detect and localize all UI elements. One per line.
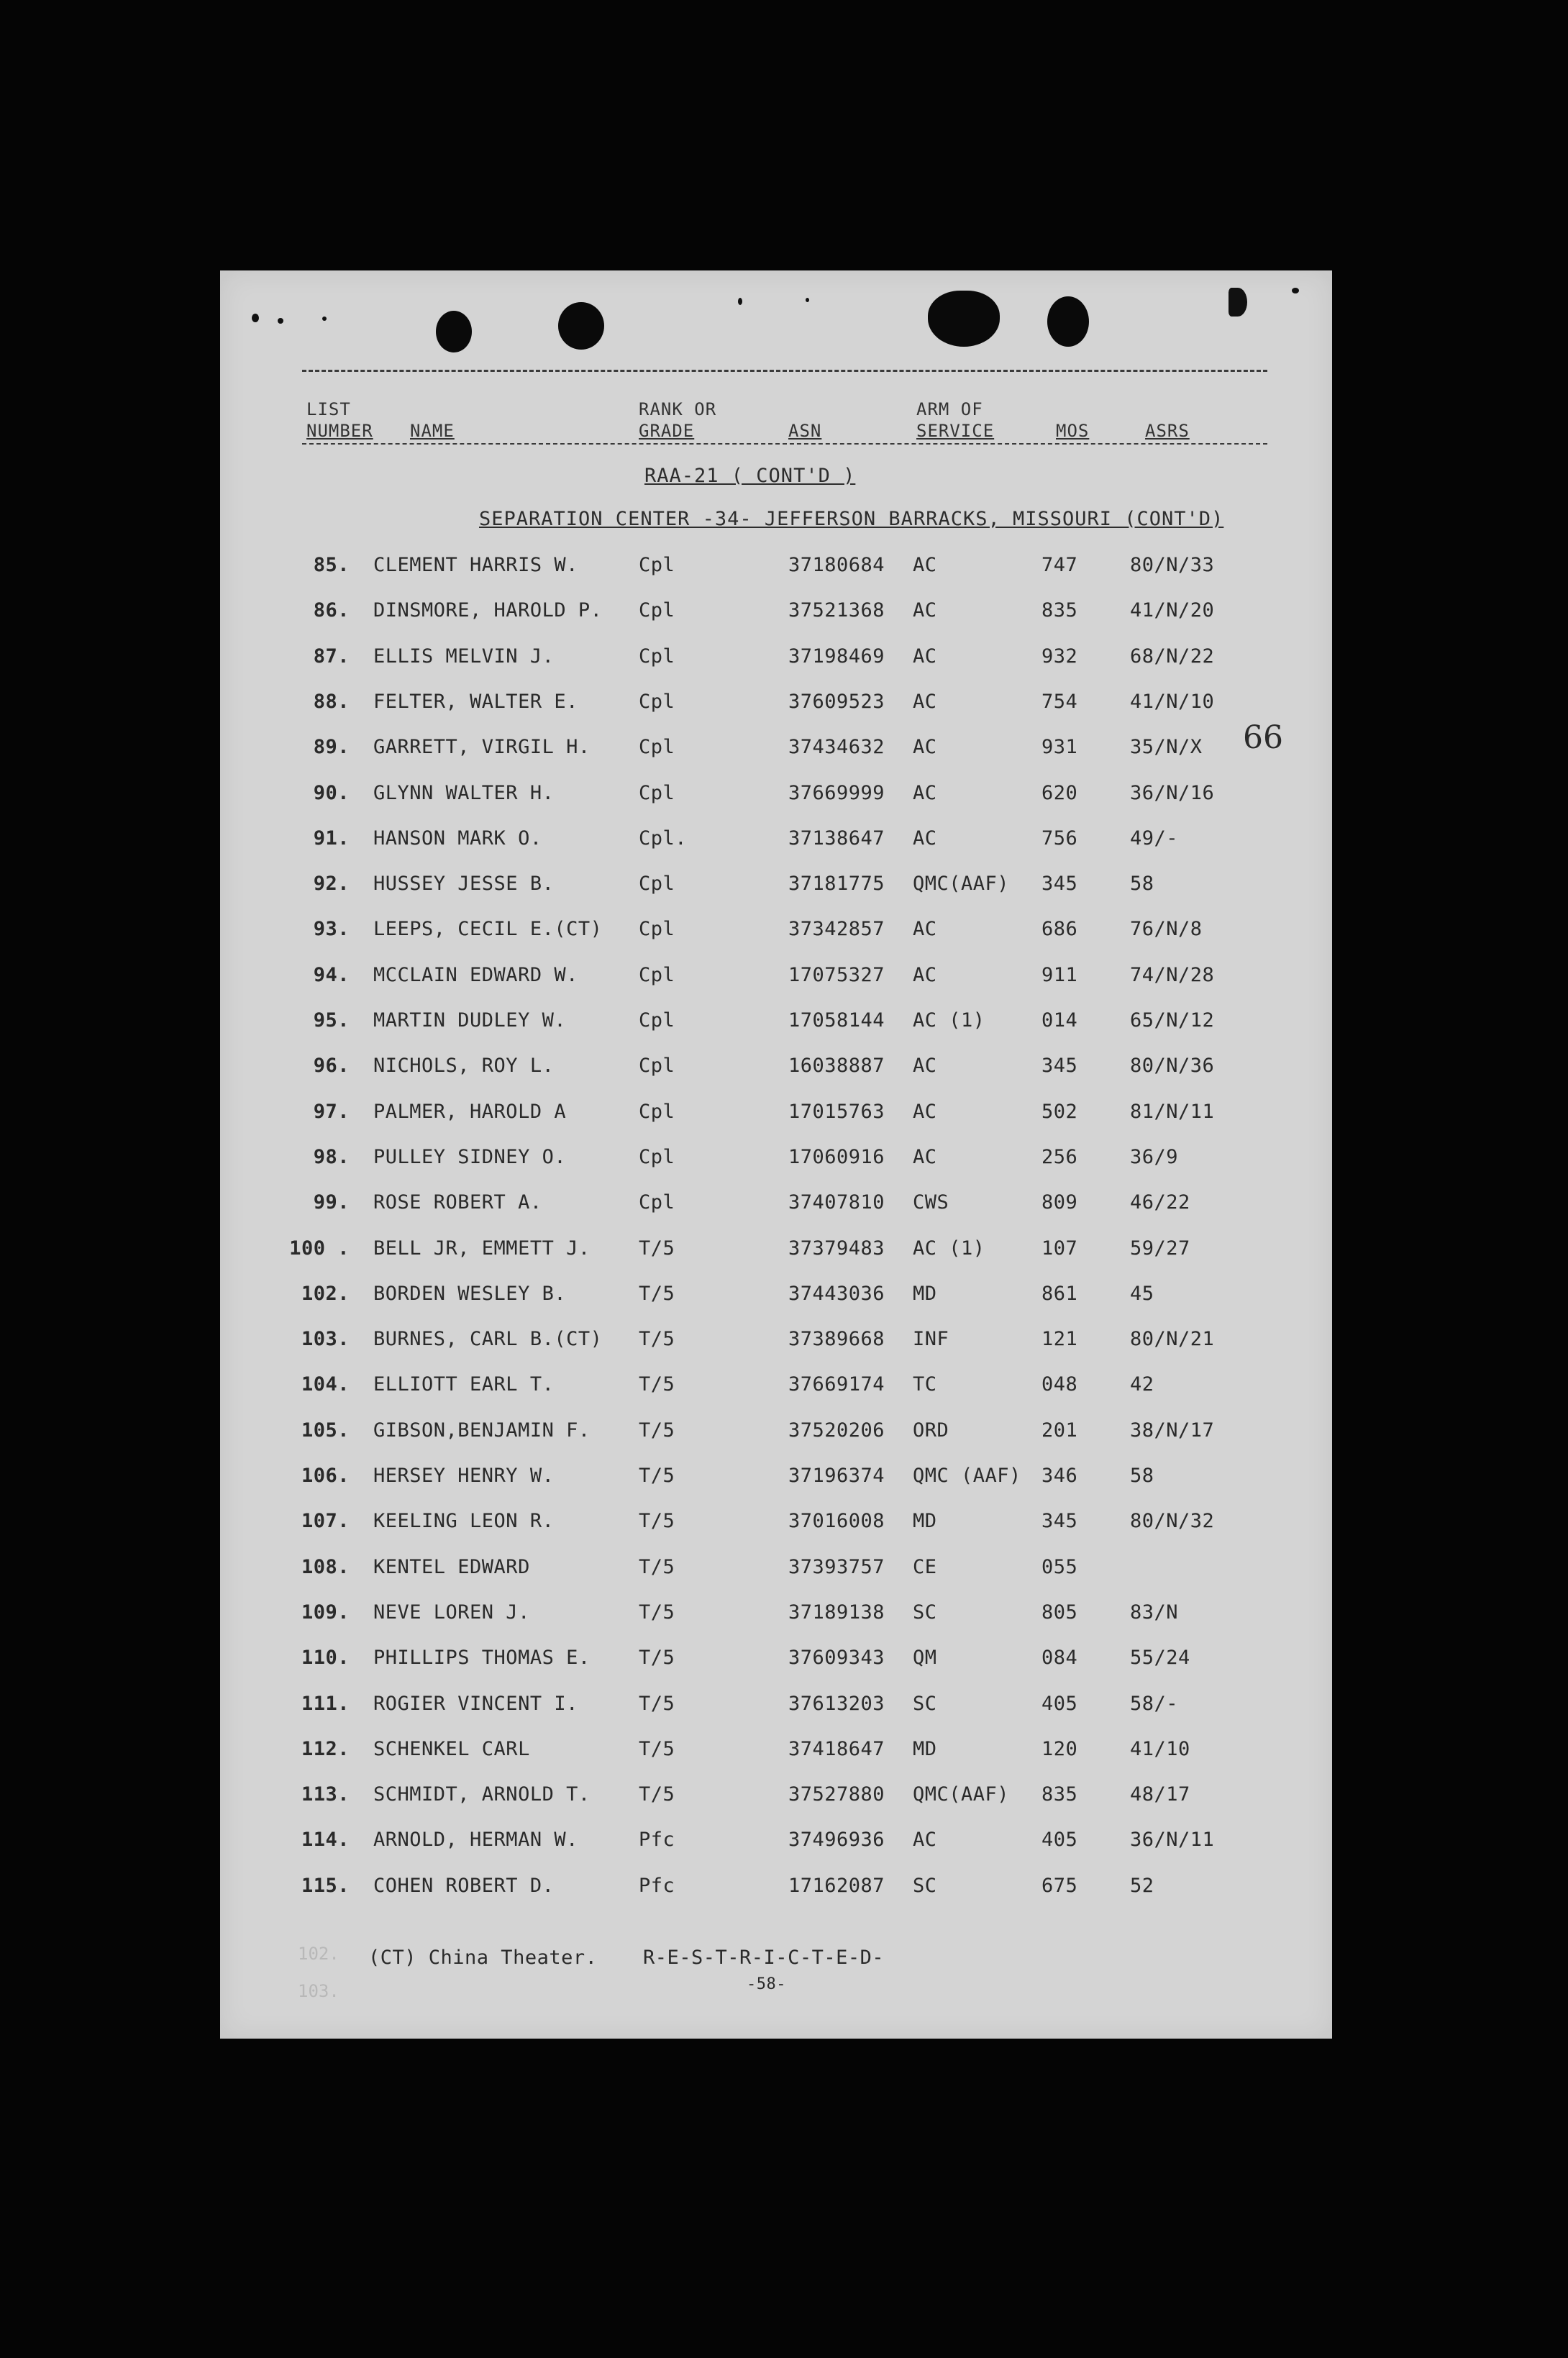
table-row [220,1146,1332,1189]
mos-cell: 048 [1041,1373,1078,1396]
name-cell: ARNOLD, HERMAN W. [373,1829,578,1852]
list-number-cell: 90. [313,781,350,804]
mos-cell: 931 [1041,736,1078,759]
asn-cell: 37407810 [788,1191,885,1214]
name-cell: NICHOLS, ROY L. [373,1055,555,1078]
asrs-cell: 80/N/21 [1130,1328,1215,1351]
grade-cell: T/5 [639,1282,675,1305]
mos-cell: 502 [1041,1100,1078,1123]
grade-cell: Cpl [639,963,675,986]
name-cell: LEEPS, CECIL E.(CT) [373,918,603,941]
asrs-cell: 65/N/12 [1130,1009,1215,1032]
arm-cell: MD [913,1737,937,1760]
grade-cell: Cpl. [639,827,688,850]
asn-cell: 17162087 [788,1874,885,1897]
name-cell: PHILLIPS THOMAS E. [373,1647,591,1670]
arm-cell: SC [913,1601,937,1624]
list-number-cell: 102. [301,1282,350,1305]
mos-cell: 346 [1041,1465,1078,1487]
mos-cell: 107 [1041,1237,1078,1260]
mos-cell: 620 [1041,781,1078,804]
asrs-cell: 36/N/11 [1130,1829,1215,1852]
list-number-cell: 104. [301,1373,350,1396]
arm-cell: AC [913,690,937,713]
list-number-cell: 103. [301,1328,350,1351]
document-page [220,270,1332,2039]
grade-cell: Cpl [639,1009,675,1032]
asrs-cell: 80/N/33 [1130,554,1215,576]
name-cell: KEELING LEON R. [373,1510,555,1533]
grade-cell: Pfc [639,1874,675,1897]
arm-cell: CWS [913,1191,949,1214]
asn-cell: 37496936 [788,1829,885,1852]
asn-cell: 37527880 [788,1783,885,1806]
grade-cell: Cpl [639,1191,675,1214]
table-row [220,645,1332,688]
grade-cell: Pfc [639,1829,675,1852]
grade-cell: Cpl [639,736,675,759]
grade-cell: T/5 [639,1510,675,1533]
asrs-cell: 58 [1130,873,1154,896]
arm-cell: AC [913,827,937,850]
report-code: RAA-21 ( CONT'D ) [644,465,856,487]
table-row [220,1101,1332,1144]
mos-cell: 084 [1041,1647,1078,1670]
grade-cell: Cpl [639,873,675,896]
asn-cell: 37198469 [788,645,885,668]
name-cell: BURNES, CARL B.(CT) [373,1328,603,1351]
arm-cell: AC [913,1100,937,1123]
arm-cell: TC [913,1373,937,1396]
grade-cell: Cpl [639,554,675,576]
arm-cell: AC [913,1829,937,1852]
arm-cell: AC [913,645,937,668]
name-cell: PALMER, HAROLD A [373,1100,567,1123]
table-row [220,827,1332,870]
asn-cell: 37181775 [788,873,885,896]
grade-cell: T/5 [639,1328,675,1351]
table-row [220,1875,1332,1918]
header-rank: RANK OR GRADE [639,399,717,441]
asn-cell: 37389668 [788,1328,885,1351]
list-number-cell: 105. [301,1419,350,1442]
table-row [220,1556,1332,1599]
asn-cell: 37189138 [788,1601,885,1624]
list-number-cell: 89. [313,736,350,759]
table-row [220,1191,1332,1234]
arm-cell: QMC(AAF) [913,1783,1010,1806]
asrs-cell: 83/N [1130,1601,1179,1624]
list-number-cell: 92. [313,873,350,896]
asrs-cell: 36/9 [1130,1145,1179,1168]
margin-page-note: 66 [1243,719,1283,756]
arm-cell: QMC (AAF) [913,1465,1021,1487]
asn-cell: 37669174 [788,1373,885,1396]
mos-cell: 405 [1041,1692,1078,1715]
asn-cell: 37379483 [788,1237,885,1260]
footnote-china-theater: (CT) China Theater. [368,1947,598,1969]
list-number-cell: 87. [313,645,350,668]
asn-cell: 37196374 [788,1465,885,1487]
asn-cell: 37180684 [788,554,885,576]
table-row [220,873,1332,916]
mos-cell: 835 [1041,599,1078,622]
table-row [220,1738,1332,1781]
list-number-cell: 115. [301,1874,350,1897]
asrs-cell: 80/N/36 [1130,1055,1215,1078]
name-cell: HANSON MARK O. [373,827,542,850]
table-row [220,918,1332,961]
grade-cell: Cpl [639,1100,675,1123]
mos-cell: 809 [1041,1191,1078,1214]
asrs-cell: 46/22 [1130,1191,1190,1214]
list-number-cell: 111. [301,1692,350,1715]
list-number-cell: 96. [313,1055,350,1078]
name-cell: HUSSEY JESSE B. [373,873,555,896]
mos-cell: 345 [1041,873,1078,896]
name-cell: NEVE LOREN J. [373,1601,530,1624]
name-cell: GLYNN WALTER H. [373,781,555,804]
list-number-cell: 113. [301,1783,350,1806]
table-row [220,554,1332,597]
header-asrs: ASRS [1145,421,1190,441]
list-number-cell: 110. [301,1647,350,1670]
table-row [220,1009,1332,1052]
page-number: -58- [747,1975,786,1993]
list-number-cell: 107. [301,1510,350,1533]
asrs-cell: 35/N/X [1130,736,1203,759]
asn-cell: 37669999 [788,781,885,804]
table-row [220,1783,1332,1826]
arm-cell: AC [913,1145,937,1168]
grade-cell: T/5 [639,1692,675,1715]
arm-cell: INF [913,1328,949,1351]
mos-cell: 835 [1041,1783,1078,1806]
grade-cell: T/5 [639,1601,675,1624]
section-title: SEPARATION CENTER -34- JEFFERSON BARRACKS, MISSOURI (CONT'D) [479,508,1224,530]
header-asn: ASN [788,421,822,441]
arm-cell: MD [913,1282,937,1305]
list-number-cell: 88. [313,690,350,713]
asn-cell: 37521368 [788,599,885,622]
table-row [220,1647,1332,1690]
table-row [220,1465,1332,1508]
arm-cell: AC [913,781,937,804]
table-row [220,1055,1332,1098]
grade-cell: Cpl [639,1145,675,1168]
grade-cell: T/5 [639,1783,675,1806]
name-cell: CLEMENT HARRIS W. [373,554,578,576]
header-rule [302,443,1267,445]
arm-cell: MD [913,1510,937,1533]
asn-cell: 37016008 [788,1510,885,1533]
arm-cell: AC [913,1055,937,1078]
mos-cell: 014 [1041,1009,1078,1032]
table-row [220,1601,1332,1644]
asrs-cell: 38/N/17 [1130,1419,1215,1442]
asn-cell: 37342857 [788,918,885,941]
mos-cell: 805 [1041,1601,1078,1624]
arm-cell: ORD [913,1419,949,1442]
mos-cell: 256 [1041,1145,1078,1168]
mos-cell: 686 [1041,918,1078,941]
table-row [220,1328,1332,1371]
list-number-cell: 106. [301,1465,350,1487]
mos-cell: 747 [1041,554,1078,576]
punch-hole-3 [928,291,1000,347]
list-number-cell: 98. [313,1145,350,1168]
grade-cell: Cpl [639,645,675,668]
asrs-cell: 68/N/22 [1130,645,1215,668]
asrs-cell: 48/17 [1130,1783,1190,1806]
arm-cell: CE [913,1555,937,1578]
header-mos: MOS [1056,421,1090,441]
punch-hole-2 [558,302,604,350]
table-row [220,782,1332,825]
arm-cell: AC [913,918,937,941]
header-list-number: LIST NUMBER [306,399,373,441]
list-number-cell: 112. [301,1737,350,1760]
asn-cell: 37138647 [788,827,885,850]
asrs-cell: 55/24 [1130,1647,1190,1670]
list-number-cell: 99. [313,1191,350,1214]
grade-cell: Cpl [639,781,675,804]
header-name: NAME [410,421,455,441]
grade-cell: T/5 [639,1373,675,1396]
header-arm: ARM OF SERVICE [916,399,995,441]
mos-cell: 932 [1041,645,1078,668]
arm-cell: SC [913,1874,937,1897]
mos-cell: 405 [1041,1829,1078,1852]
arm-cell: AC [913,963,937,986]
name-cell: ROGIER VINCENT I. [373,1692,578,1715]
table-row [220,1419,1332,1462]
faded-number-2: 103. [298,1981,339,2001]
list-number-cell: 109. [301,1601,350,1624]
list-number-cell: 95. [313,1009,350,1032]
list-number-cell: 100 . [289,1237,350,1260]
name-cell: HERSEY HENRY W. [373,1465,555,1487]
name-cell: BORDEN WESLEY B. [373,1282,567,1305]
asrs-cell: 58/- [1130,1692,1179,1715]
name-cell: COHEN ROBERT D. [373,1874,555,1897]
asn-cell: 37443036 [788,1282,885,1305]
punch-hole-1 [436,311,472,352]
table-row [220,1829,1332,1872]
list-number-cell: 86. [313,599,350,622]
table-row [220,1373,1332,1416]
name-cell: ELLIS MELVIN J. [373,645,555,668]
name-cell: ELLIOTT EARL T. [373,1373,555,1396]
name-cell: MCCLAIN EDWARD W. [373,963,578,986]
table-row [220,1237,1332,1280]
punch-hole-4 [1047,296,1089,347]
arm-cell: QM [913,1647,937,1670]
mos-cell: 055 [1041,1555,1078,1578]
asn-cell: 37609343 [788,1647,885,1670]
asn-cell: 17075327 [788,963,885,986]
mos-cell: 911 [1041,963,1078,986]
asrs-cell: 41/10 [1130,1737,1190,1760]
table-row [220,599,1332,642]
mos-cell: 861 [1041,1282,1078,1305]
list-number-cell: 85. [313,554,350,576]
list-number-cell: 114. [301,1829,350,1852]
grade-cell: T/5 [639,1237,675,1260]
mos-cell: 201 [1041,1419,1078,1442]
name-cell: KENTEL EDWARD [373,1555,530,1578]
asrs-cell: 76/N/8 [1130,918,1203,941]
grade-cell: Cpl [639,918,675,941]
arm-cell: AC [913,599,937,622]
asrs-cell: 52 [1130,1874,1154,1897]
arm-cell: AC (1) [913,1237,985,1260]
list-number-cell: 91. [313,827,350,850]
name-cell: ROSE ROBERT A. [373,1191,542,1214]
list-number-cell: 97. [313,1100,350,1123]
grade-cell: T/5 [639,1647,675,1670]
top-rule [302,370,1267,372]
table-row [220,1283,1332,1326]
faded-number-1: 102. [298,1944,339,1964]
asn-cell: 37520206 [788,1419,885,1442]
list-number-cell: 94. [313,963,350,986]
grade-cell: T/5 [639,1737,675,1760]
arm-cell: AC [913,554,937,576]
table-row [220,1693,1332,1736]
asrs-cell: 74/N/28 [1130,963,1215,986]
asn-cell: 16038887 [788,1055,885,1078]
grade-cell: Cpl [639,1055,675,1078]
mos-cell: 345 [1041,1055,1078,1078]
restricted-marking: R-E-S-T-R-I-C-T-E-D- [643,1947,885,1969]
grade-cell: T/5 [639,1555,675,1578]
asrs-cell: 36/N/16 [1130,781,1215,804]
asrs-cell: 59/27 [1130,1237,1190,1260]
asn-cell: 37609523 [788,690,885,713]
list-number-cell: 108. [301,1555,350,1578]
mos-cell: 754 [1041,690,1078,713]
grade-cell: Cpl [639,599,675,622]
arm-cell: QMC(AAF) [913,873,1010,896]
grade-cell: Cpl [639,690,675,713]
mos-cell: 756 [1041,827,1078,850]
mos-cell: 121 [1041,1328,1078,1351]
name-cell: FELTER, WALTER E. [373,690,578,713]
asrs-cell: 58 [1130,1465,1154,1487]
mos-cell: 345 [1041,1510,1078,1533]
name-cell: GIBSON,BENJAMIN F. [373,1419,591,1442]
name-cell: DINSMORE, HAROLD P. [373,599,603,622]
grade-cell: T/5 [639,1465,675,1487]
asn-cell: 37393757 [788,1555,885,1578]
asrs-cell: 42 [1130,1373,1154,1396]
arm-cell: AC [913,736,937,759]
asrs-cell: 41/N/20 [1130,599,1215,622]
name-cell: MARTIN DUDLEY W. [373,1009,567,1032]
table-row [220,964,1332,1007]
asrs-cell: 41/N/10 [1130,690,1215,713]
name-cell: GARRETT, VIRGIL H. [373,736,591,759]
asn-cell: 17015763 [788,1100,885,1123]
asrs-cell: 49/- [1130,827,1179,850]
name-cell: SCHENKEL CARL [373,1737,530,1760]
table-row [220,691,1332,734]
list-number-cell: 93. [313,918,350,941]
arm-cell: AC (1) [913,1009,985,1032]
mos-cell: 675 [1041,1874,1078,1897]
grade-cell: T/5 [639,1419,675,1442]
table-row [220,1510,1332,1553]
asn-cell: 17060916 [788,1145,885,1168]
asn-cell: 37418647 [788,1737,885,1760]
asrs-cell: 80/N/32 [1130,1510,1215,1533]
arm-cell: SC [913,1692,937,1715]
name-cell: PULLEY SIDNEY O. [373,1145,567,1168]
table-row [220,736,1332,779]
name-cell: SCHMIDT, ARNOLD T. [373,1783,591,1806]
mos-cell: 120 [1041,1737,1078,1760]
asn-cell: 37613203 [788,1692,885,1715]
asrs-cell: 45 [1130,1282,1154,1305]
asn-cell: 17058144 [788,1009,885,1032]
asn-cell: 37434632 [788,736,885,759]
name-cell: BELL JR, EMMETT J. [373,1237,591,1260]
asrs-cell: 81/N/11 [1130,1100,1215,1123]
